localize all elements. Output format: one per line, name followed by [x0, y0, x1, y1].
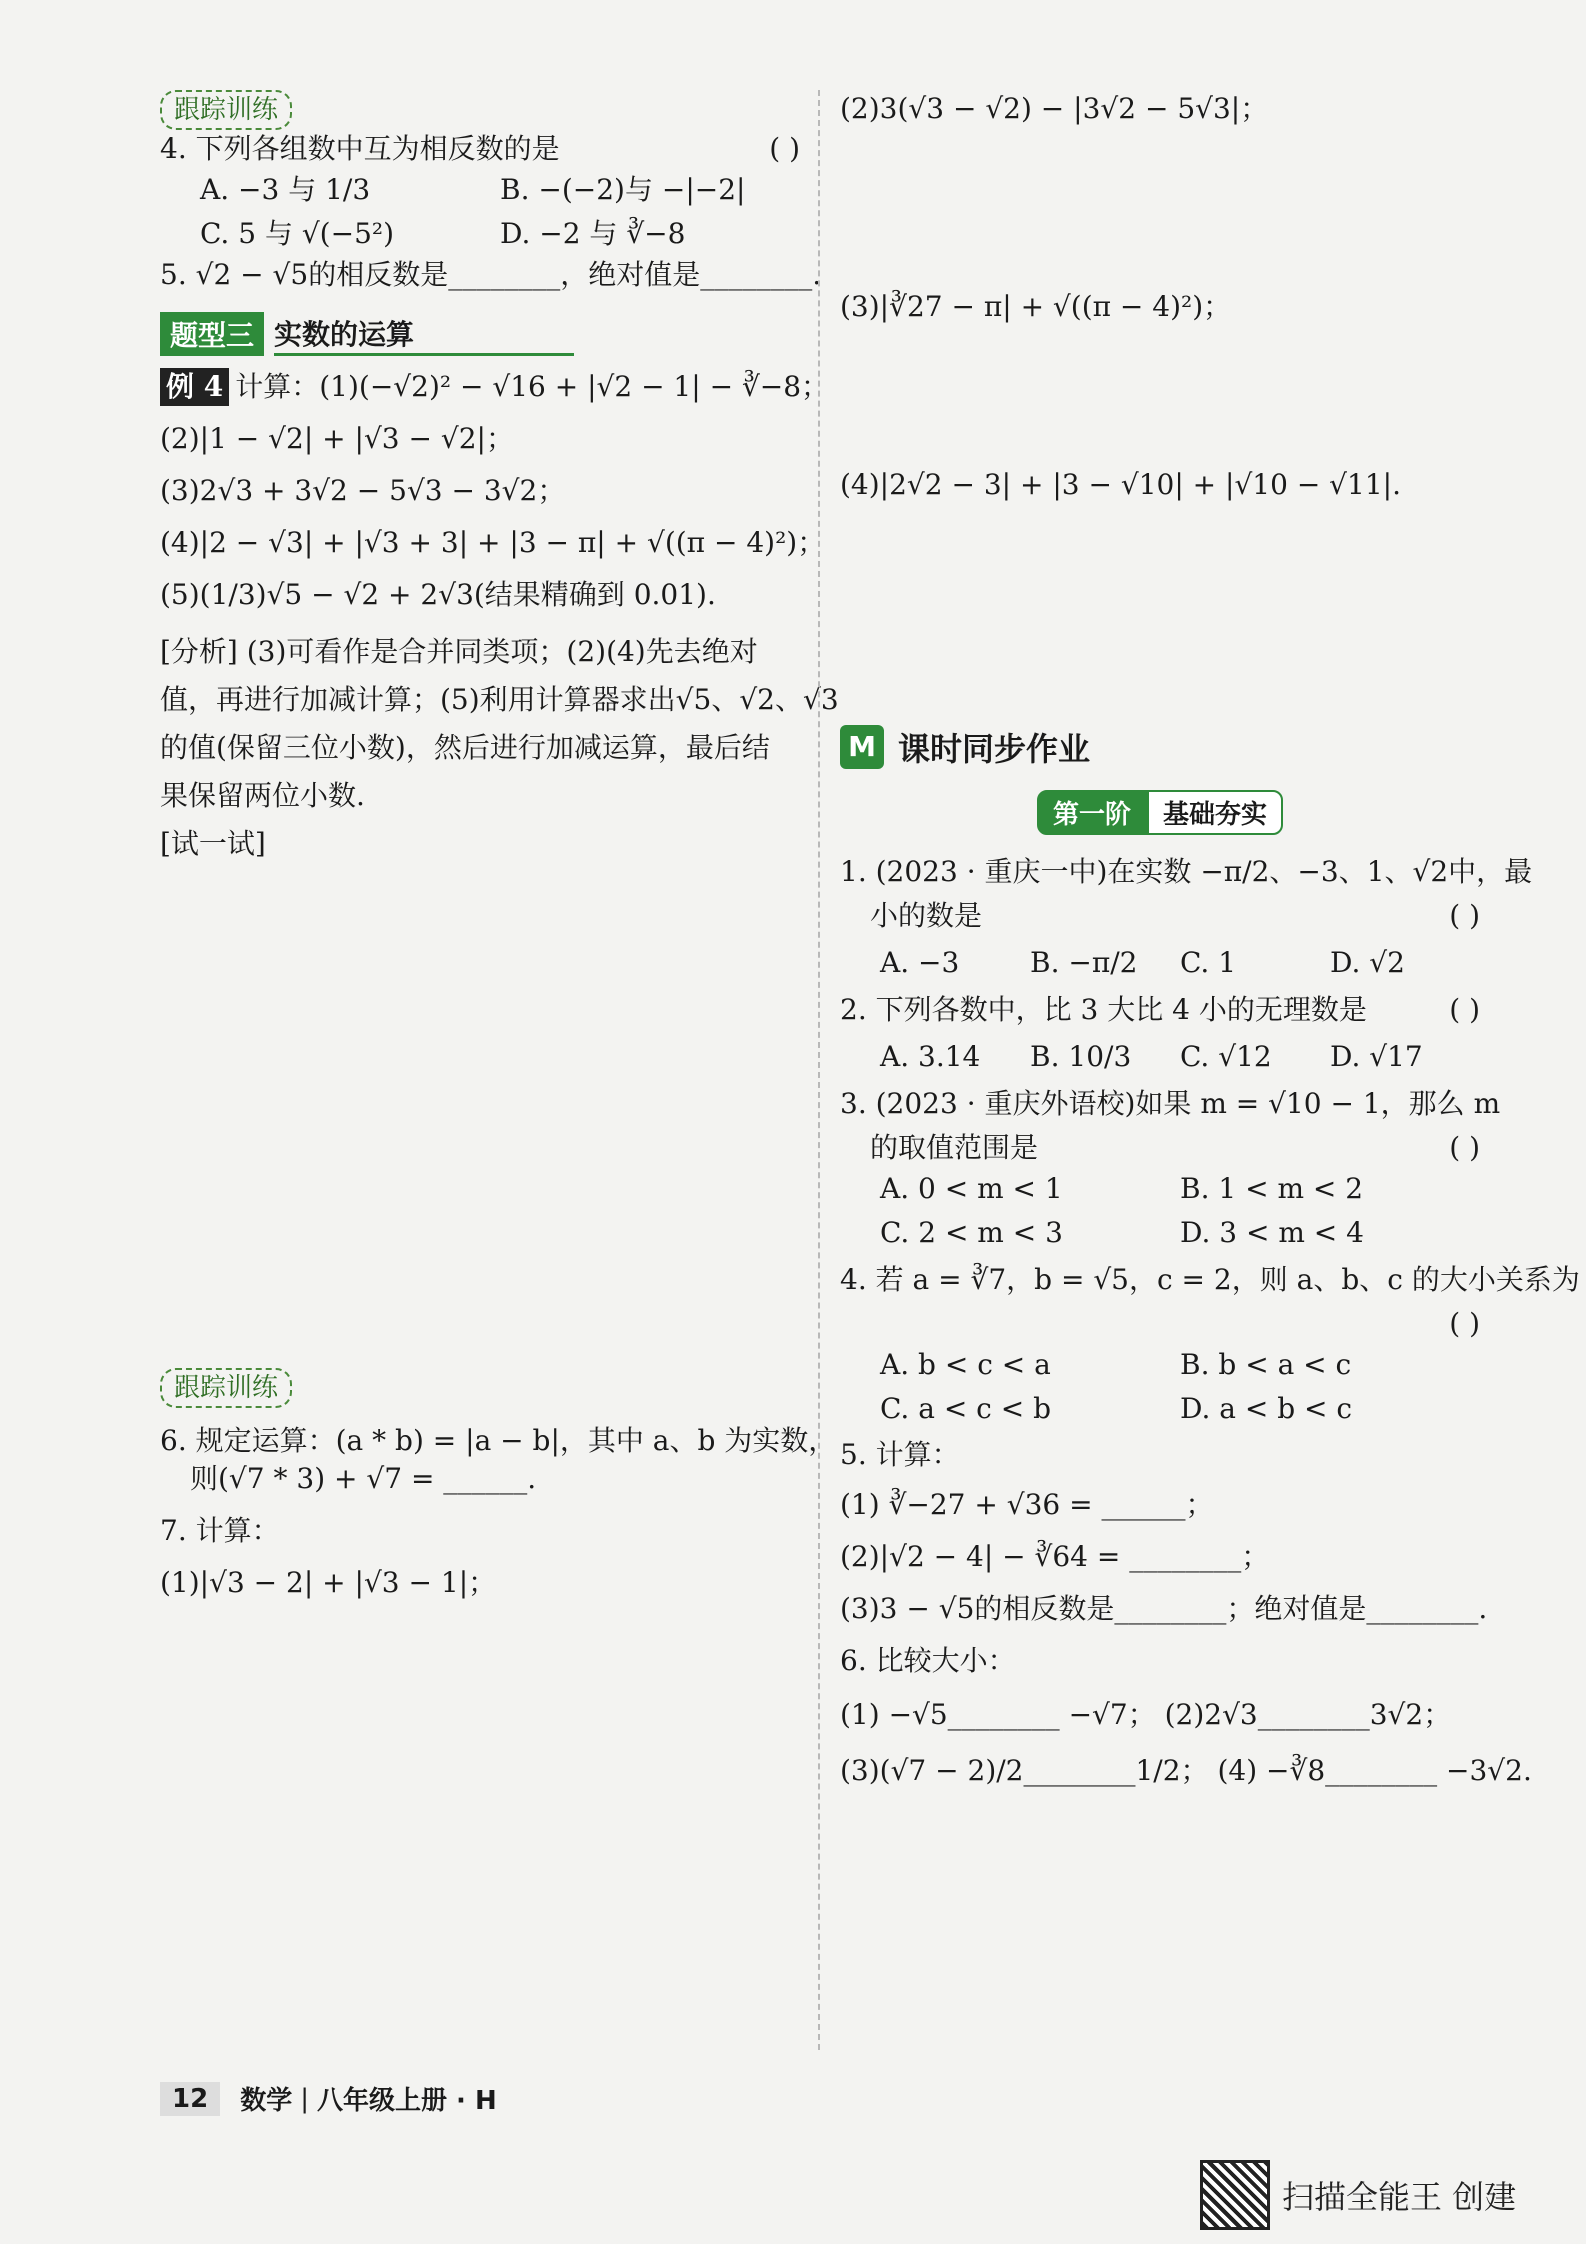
analysis-line: 的值(保留三位小数)，然后进行加减运算，最后结	[160, 731, 770, 764]
option: C. 1	[1180, 946, 1237, 979]
option: C. a < c < b	[880, 1392, 1052, 1425]
hw-question-5: 5. 计算：	[840, 1438, 960, 1471]
question-6-cont: 则(√7 * 3) + √7 = ______.	[190, 1462, 537, 1495]
option: A. 0 < m < 1	[880, 1172, 1063, 1205]
qr-code-icon	[1200, 2160, 1270, 2230]
hw-question-3-cont: 的取值范围是	[870, 1131, 1039, 1164]
scanner-watermark	[1200, 2160, 1516, 2230]
question-7: 7. 计算：	[160, 1514, 280, 1547]
option: B. 1 < m < 2	[1180, 1172, 1364, 1205]
left-column	[160, 90, 839, 1602]
option: A. 3.14	[880, 1040, 981, 1073]
analysis-line: 值，再进行加减计算；(5)利用计算器求出√5、√2、√3	[160, 683, 839, 716]
hw-question-6: 6. 比较大小：	[840, 1644, 1016, 1677]
hw-question-2: 2. 下列各数中，比 3 大比 4 小的无理数是	[840, 993, 1367, 1026]
option: B. −(−2)与 −|−2|	[500, 173, 746, 206]
answer-paren: ( )	[769, 132, 800, 165]
option: D. −2 与 ∛−8	[500, 217, 686, 250]
right-column	[840, 90, 1580, 1799]
stage-banner	[840, 790, 1480, 835]
page-footer: 12 数学 | 八年级上册 · H	[160, 2080, 497, 2117]
try-it-label: [试一试]	[160, 827, 266, 860]
option: B. b < a < c	[1180, 1348, 1352, 1381]
answer-paren: ( )	[1449, 1307, 1480, 1340]
hw-question-6-row-2: (3)(√7 − 2)/2________1/2； (4) −∛8________ −3√2.	[840, 1754, 1532, 1787]
hw-question-6-row-1: (1) −√5________ −√7； (2)2√3________3√2；	[840, 1698, 1452, 1731]
example-part-2: (2)|1 − √2| + |√3 − √2|；	[160, 422, 514, 455]
hw-question-1-cont: 小的数是	[870, 899, 983, 932]
hw-question-1-options	[840, 941, 1480, 985]
question-7-part-3: (3)|∛27 − π| + √((π − 4)²)；	[840, 290, 1232, 323]
hw-question-5-part-2: (2)|√2 − 4| − ∛64 = ________；	[840, 1540, 1270, 1573]
page-number: 12	[160, 2082, 220, 2116]
hw-question-3: 3. (2023 · 重庆外语校)如果 m = √10 − 1，那么 m	[840, 1087, 1501, 1120]
option: B. −π/2	[1030, 946, 1138, 979]
example-part-4: (4)|2 − √3| + |√3 + 3| + |3 − π| + √((π − 4)²)；	[160, 526, 826, 559]
hw-question-3-options	[840, 1167, 1480, 1255]
question-5: 5. √2 − √5的相反数是________，绝对值是________.	[160, 258, 822, 291]
option: B. 10/3	[1030, 1040, 1132, 1073]
analysis-line: 果保留两位小数.	[160, 779, 365, 812]
stage-title: 基础夯实	[1147, 790, 1283, 835]
answer-space	[160, 868, 800, 1368]
stage-label: 第一阶	[1037, 790, 1147, 835]
scanner-text: 扫描全能王 创建	[1282, 2178, 1517, 2216]
question-6: 6. 规定运算：(a * b) = |a − b|，其中 a、b 为实数，	[160, 1424, 837, 1457]
tracking-practice-tag: 跟踪训练	[160, 1368, 292, 1408]
option: C. √12	[1180, 1040, 1272, 1073]
homework-icon: M	[840, 725, 884, 769]
question-7-part-1: (1)|√3 − 2| + |√3 − 1|；	[160, 1566, 497, 1599]
option: D. a < b < c	[1180, 1392, 1353, 1425]
hw-question-5-part-1: (1) ∛−27 + √36 = ______；	[840, 1488, 1214, 1521]
question-4: 4. 下列各组数中互为相反数的是	[160, 132, 560, 165]
example-part-5: (5)(1/3)√5 − √2 + 2√3(结果精确到 0.01).	[160, 578, 716, 611]
option: D. √2	[1330, 946, 1405, 979]
question-7-part-2: (2)3(√3 − √2) − |3√2 − 5√3|；	[840, 92, 1269, 125]
hw-question-1: 1. (2023 · 重庆一中)在实数 −π/2、−3、1、√2中，最	[840, 855, 1533, 888]
section-header	[160, 312, 800, 356]
option: D. √17	[1330, 1040, 1423, 1073]
answer-paren: ( )	[1449, 993, 1480, 1026]
tracking-practice-tag: 跟踪训练	[160, 90, 292, 130]
hw-question-2-options	[840, 1035, 1480, 1079]
answer-paren: ( )	[1449, 899, 1480, 932]
question-7-part-4: (4)|2√2 − 3| + |3 − √10| + |√10 − √11|.	[840, 468, 1401, 501]
subject-label: 数学	[240, 2086, 293, 2116]
hw-question-5-part-3: (3)3 − √5的相反数是________；绝对值是________.	[840, 1592, 1488, 1625]
option: A. −3	[880, 946, 960, 979]
option: D. 3 < m < 4	[1180, 1216, 1364, 1249]
example-label: 例 4	[160, 368, 229, 406]
section-label: 题型三	[160, 312, 264, 356]
option: C. 5 与 √(−5²)	[200, 217, 395, 250]
option: C. 2 < m < 3	[880, 1216, 1063, 1249]
option: A. b < c < a	[880, 1348, 1051, 1381]
answer-paren: ( )	[1449, 1131, 1480, 1164]
option: A. −3 与 1/3	[200, 173, 371, 206]
hw-question-4-options	[840, 1343, 1480, 1431]
analysis-line: [分析] (3)可看作是合并同类项；(2)(4)先去绝对	[160, 635, 758, 668]
homework-header	[840, 724, 1480, 770]
grade-label: 八年级上册 · H	[316, 2086, 497, 2116]
column-divider	[818, 90, 821, 2050]
hw-question-4: 4. 若 a = ∛7，b = √5，c = 2，则 a、b、c 的大小关系为	[840, 1263, 1580, 1296]
homework-title: 课时同步作业	[898, 730, 1091, 768]
question-4-options	[160, 168, 800, 256]
example-part-3: (3)2√3 + 3√2 − 5√3 − 3√2；	[160, 474, 566, 507]
example-part-1: 计算：(1)(−√2)² − √16 + |√2 − 1| − ∛−8；	[235, 370, 830, 403]
section-title: 实数的运算	[274, 313, 574, 356]
